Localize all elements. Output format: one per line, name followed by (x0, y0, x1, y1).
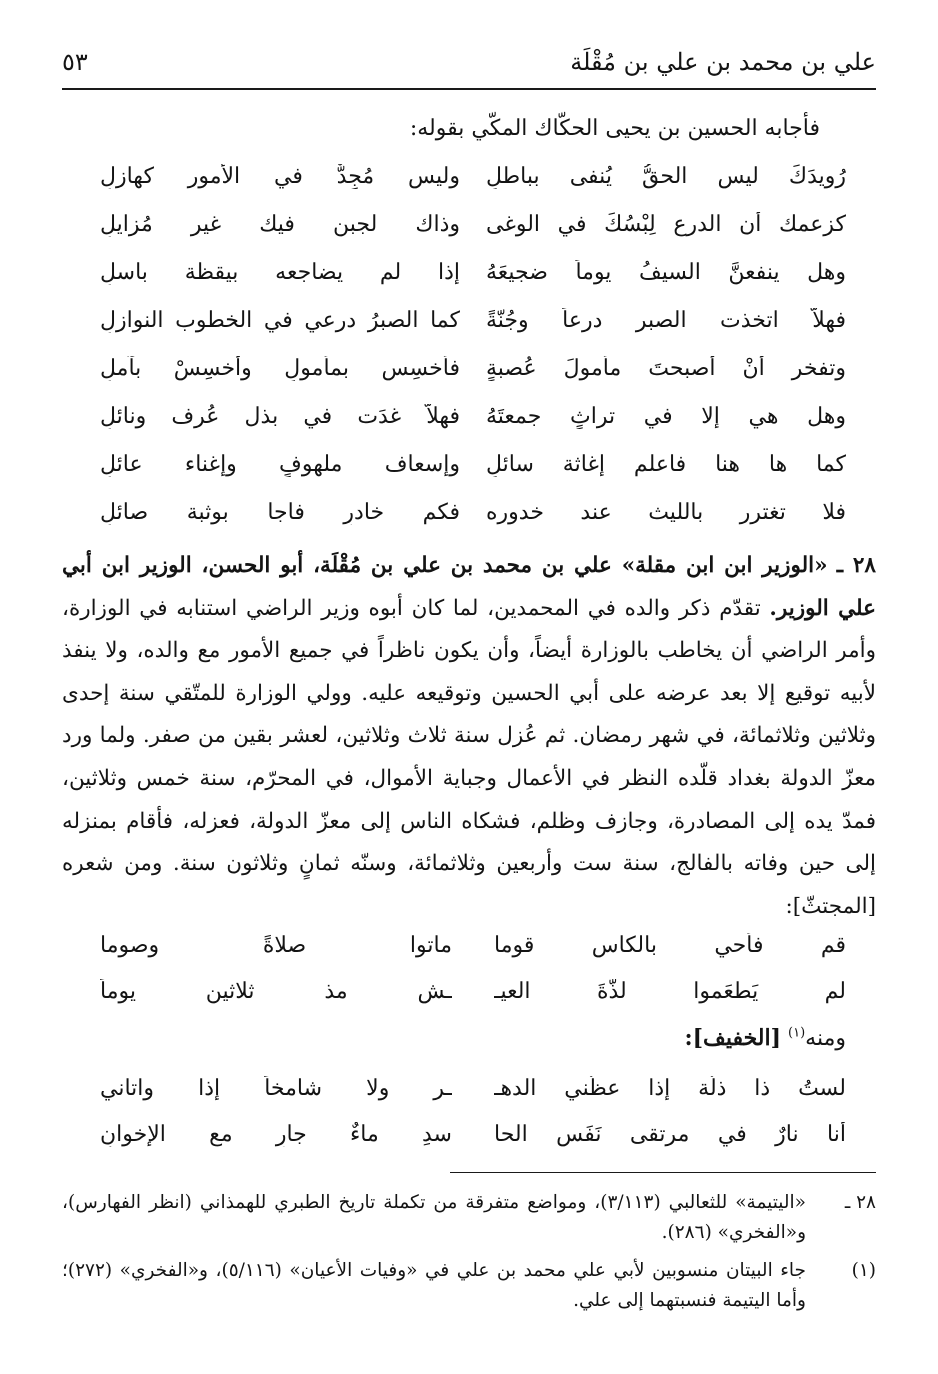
page-header (62, 42, 876, 90)
verse-second-hemistich: وذاك لجبنٍ فيك غيرِ مُزايلِ (100, 212, 460, 237)
verse-first-hemistich: فلا تغترر بالليث عند خدوره (486, 500, 846, 525)
verse-second-hemistich: فهلاّ غدَت في بذل عُرف ونائلِ (100, 404, 460, 429)
verse-second-hemistich: ـشِ مذ ثلاثين يوماً (100, 979, 452, 1004)
verse-line (100, 1076, 846, 1124)
verse-first-hemistich: كما ها هنا فاعلم إغاثة سائلٍ (486, 452, 846, 477)
verse-line (100, 212, 846, 260)
verse-line (100, 500, 846, 548)
verse-line (100, 356, 846, 404)
verse-second-hemistich: ماتوا صلاةً وصوما (100, 933, 452, 958)
verse-first-hemistich: لستُ ذا ذلّة إذا عظّني الدهـ (494, 1076, 846, 1101)
biography-entry (62, 545, 876, 928)
verse-line (100, 308, 846, 356)
verse-line (100, 260, 846, 308)
verse-line (100, 404, 846, 452)
entry-number: ٢٨ ـ (836, 553, 876, 578)
footnote-marker: (١) (851, 1260, 876, 1281)
verse-first-hemistich: وهل هي إلا في تراثٍ جمعتَهُ (486, 404, 846, 429)
verse-line (100, 1122, 846, 1170)
verse-first-hemistich: لم يَطعَموا لذّةَ العيـ (494, 979, 846, 1004)
verse-first-hemistich: فهلاّ اتخذت الصبر درعاً وجُنّةً (486, 308, 846, 333)
footnote (62, 1188, 876, 1248)
verse-second-hemistich: وإسعاف ملهوفٍ وإغناء عائلِ (100, 452, 460, 477)
footnote (62, 1256, 876, 1316)
meter-name: [الخفيف]: (684, 1025, 782, 1051)
verse-second-hemistich: وليس مُجِدٌّ في الأمور كهازِلِ (100, 164, 460, 189)
verse-second-hemistich: إذا لم يضاجعه بيقظة باسلِ (100, 260, 460, 285)
verse-first-hemistich: وهل ينفعنَّ السيفُ يوماً ضجيعَهُ (486, 260, 846, 285)
footnote-text: جاء البيتان منسوبين لأبي علي محمد بن علي في «وفيات الأعيان» (٥/١١٦)، و«الفخري» (٢٧٢)؛ وأما اليتيمة فنسبتهما إلى علي. (62, 1260, 806, 1311)
entry-text: تقدّم ذكر والده في المحمدين، لما كان أبوه وزير الراضي استنابه في الوزارة، وأمر الراضي أن يخاطب بالوزارة أيضاً، وأن يكون ناظراً في جميع الأمور مع والده، ولا ينفذ لأبيه توقيع إلا بعد عرضه على أبي الحسين وتوقيعه عليه. وولي الوزارة للمتّقي سنة إحدى وثلاثين وثلاثمائة، في شهر رمضان. ثم عُزل سنة ثلاث وثلاثين، لعشر بقين من صفر. ولما ورد معزّ الدولة بغداد قلّده النظر في الأعمال وجباية الأموال، في المحرّم، سنة خمس وثلاثين، فمدّ يده إلى المصادرة، وجازف وظلم، فشكاه الناس إلى معزّ الدولة، فعزله، فأقام بمنزله إلى حين وفاته بالفالج، سنة ست وأربعين وثلاثمائة، وسنّه ثمانٍ وثلاثون سنة. ومن شعره [المجتثّ]: (62, 595, 876, 919)
verse-line (100, 933, 846, 981)
footnote-ref[interactable]: (١) (788, 1025, 806, 1041)
verse-second-hemistich: كما الصبرُ درعي في الخطوب النوازلِ (100, 308, 460, 333)
meter-intro: ومنه (805, 1026, 846, 1051)
running-title: علي بن محمد بن علي بن مُقْلَة (570, 48, 876, 76)
verse-first-hemistich: رُويدَكَ ليس الحقُّ يُنفى بباطلٍ (486, 164, 846, 189)
verse-second-hemistich: سدِ ماءٌ جارٍ مع الإخوانِ (100, 1122, 452, 1147)
meter-line (685, 1025, 846, 1051)
entry-heading: «الوزير ابن ابن مقلة» علي بن محمد بن علي بن مُقْلَة، أبو الحسن، الوزير ابن أبي علي الوزير. (62, 553, 876, 621)
verse-first-hemistich: كزعمك أن الدرع لِبْسُكَ في الوغى (486, 212, 846, 237)
poem-intro: فأجابه الحسين بن يحيى الحكّاك المكّي بقوله: (409, 116, 820, 141)
verse-line (100, 452, 846, 500)
verse-first-hemistich: وتفخر أنْ أصبحتَ مأمولَ عُصبةٍ (486, 356, 846, 381)
page-number: ٥٣ (62, 48, 88, 76)
verse-line (100, 979, 846, 1027)
footnote-text: «اليتيمة» للثعالبي (٣/١١٣)، ومواضع متفرقة من تكملة تاريخ الطبري للهمذاني (انظر الفهارس)، و«الفخري» (٢٨٦). (62, 1192, 806, 1243)
footnote-divider (450, 1172, 876, 1173)
verse-line (100, 164, 846, 212)
footnote-marker: ٢٨ ـ (844, 1192, 876, 1213)
verse-second-hemistich: فأخسِس بمأمولٍ وأخسِسْ بآملِ (100, 356, 460, 381)
verse-first-hemistich: أنا نارٌ في مرتقى نَفَسِ الحا (494, 1122, 846, 1147)
verse-second-hemistich: فكم خادرٍ فاجا بوثبة صائلِ (100, 500, 460, 525)
verse-first-hemistich: قم فأحيِ بالكاسِ قوما (494, 933, 846, 958)
verse-second-hemistich: ـر ولا شامخاً إذا واتاني (100, 1076, 452, 1101)
